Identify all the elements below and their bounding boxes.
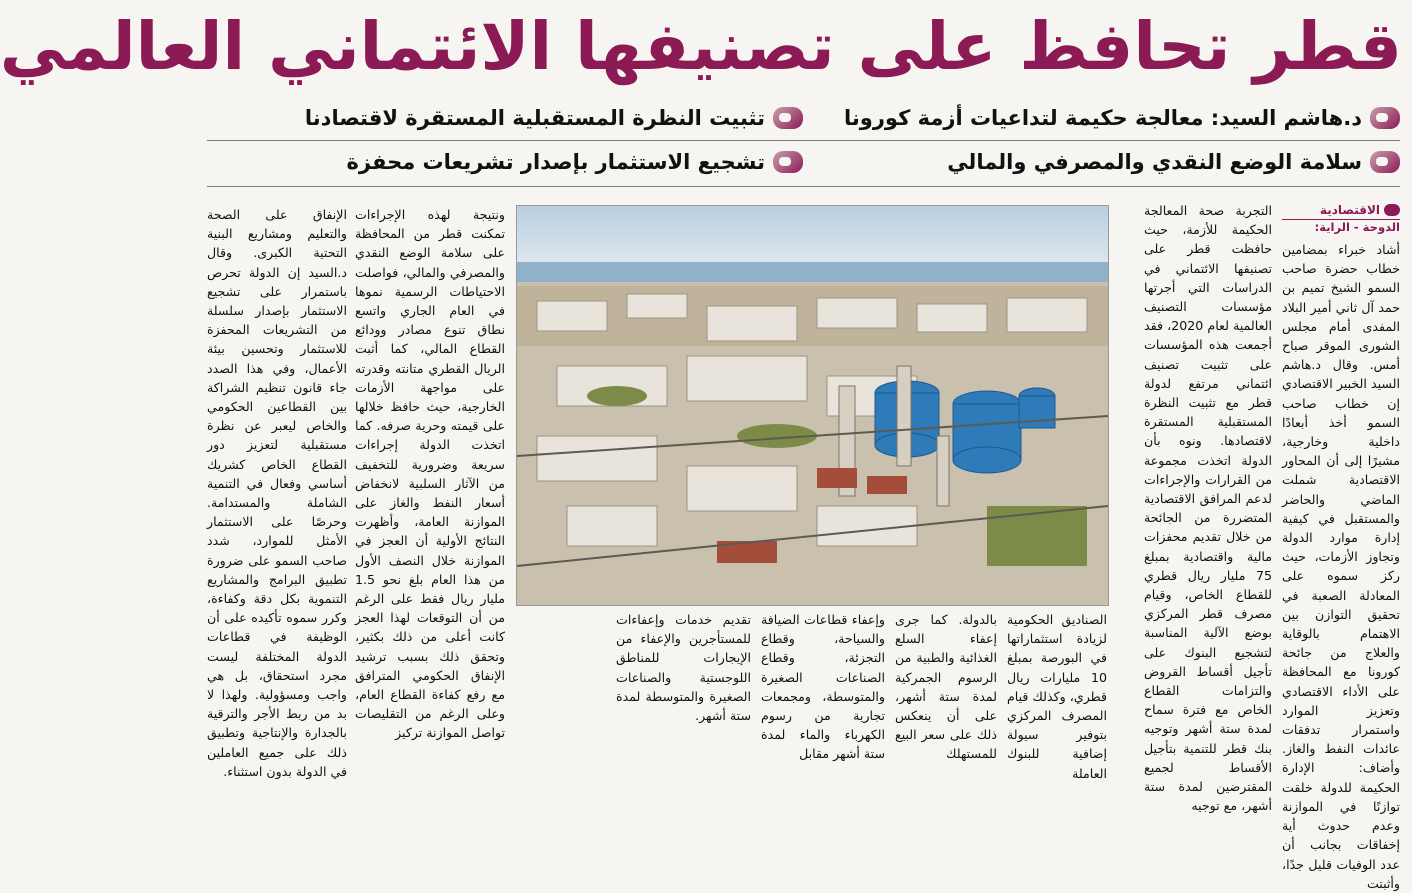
industrial-plant-photo [516,205,1109,606]
article-column-6: تقديم خدمات وإعفاءات للمستأجرين والإعفاء من الإيجارات للمناطق اللوجستية والصناعات الصغيرة والمتوسطة لمدة ستة أشهر. [616,612,751,724]
bullet-icon [1370,107,1400,129]
subhead-text: تشجيع الاستثمار بإصدار تشريعات محفزة [346,150,765,174]
article-column-4: بالدولة. كما جرى إعفاء السلع الغذائية والطبية من الرسوم الجمركية لمدة ستة أشهر، على أن ينعكس ذلك على سعر البيع للمستهلك [895,612,997,762]
bullet-icon [1370,151,1400,173]
bullet-icon [773,151,803,173]
article-column-1: أشاد خبراء بمضامين خطاب حضرة صاحب السمو الشيخ تميم بن حمد آل ثاني أمير البلاد المفدى أمام مجلس الشورى الموقر صباح أمس. وقال د.هاشم السيد الخبير الاقتصادي إن خطاب صاحب السمو أخذ أبعادًا داخلية وخارجية، مشيرًا إلى أن المحاور الاقتصادية شملت الماضي والحاضر والمستقبل في كيفية إدارة موارد الدولة وتجاوز الأزمات، حيث ركز سموه على المعادلة الصعبة في تحقيق التوازن بين الاهتمام بالوقاية والعلاج من جائحة كورونا مع المحافظة على الأداء الاقتصادي وتعزيز الموارد واستمرار تدفقات عائدات النفط والغاز. وأضاف: الإدارة الحكيمة للدولة خلقت توازنًا في الموازنة وعدم حدوث أية إخفاقات بجانب أن عدد الوفيات قليل جدًا، وأثبتت [1282,242,1400,891]
article-column-3: الصناديق الحكومية لزيادة استثماراتها في البورصة بمبلغ 10 مليارات ريال قطري، وكذلك قيام المصرف المركزي بتوفير سيولة إضافية للبنوك العاملة [1007,612,1107,781]
article-column-7: ونتيجة لهذه الإجراءات تمكنت قطر من المحافظة على سلامة الوضع النقدي والمصرفي والمالي، فواصلت الاحتياطات الرسمية نموها في العام الجاري واتسع نطاق تنوع مصادر وودائع القطاع المالي، كما أثبت الريال القطري متانته وقدرته على مواجهة الأزمات الخارجية، حيث حافظ خلالها على قيمته وحرية صرفه. كما اتخذت الدولة إجراءات سريعة وضرورية للتخفيف من الآثار السلبية لانخفاض أسعار النفط والغاز على الموازنة العامة، وأظهرت النتائج الأولية أن العجز في الموازنة خلال النصف الأول من هذا العام بلغ نحو 1.5 مليار ريال فقط على الرغم من أن التوقعات لهذا العجز كانت أعلى من ذلك بكثير، وتحقق ذلك بسبب ترشيد الإنفاق الحكومي المترافق مع رفع كفاءة القطاع العام، وعلى الرغم من التقليصات تواصل الموازنة تركيز [355,207,505,741]
subhead-text: تثبيت النظرة المستقبلية المستقرة لاقتصادنا [304,106,765,130]
subhead-divider [207,140,1400,141]
section-logo-icon [1384,204,1400,216]
photo-illustration [517,206,1108,605]
article-column-8: الإنفاق على الصحة والتعليم ومشاريع البنية التحتية الكبرى. وقال د.السيد إن الدولة تحرص باستمرار على تشجيع الاستثمار بإصدار سلسلة من التشريعات المحفزة للاستثمار وتحسين بيئة الأعمال، وفي هذا الصدد جاء قانون تنظيم الشراكة بين القطاعين الحكومي والخاص ليعبر عن نظرة مستقبلية لتعزيز دور القطاع الخاص كشريك أساسي وفعال في التنمية الشاملة والمستدامة. وحرصًا على الاستثمار الأمثل للموارد، شدد صاحب السمو على ضرورة تطبيق البرامج والمشاريع التنموية بكل دقة وكفاءة، وكرر سموه تأكيده على أن الوظيفة في قطاعات الدولة المختلفة ليست مجرد استحقاق، بل هي واجب ومسؤولية. ولهذا لا بد من ربط الأجر والترقية بالجدارة والإنتاجية وتطبيق ذلك على جميع العاملين في الدولة بدون استثناء. [207,207,347,779]
article-column-5: وإعفاء قطاعات الضيافة والسياحة، وقطاع التجزئة، وقطاع الصناعات الصغيرة والمتوسطة، ومجمعات تجارية من رسوم الكهرباء والماء لمدة ستة أشهر مقابل [761,612,885,762]
subhead-left-bottom [207,146,803,178]
headline: قطر تحافظ على تصنيفها الائتماني العالمي [0,8,1402,85]
article-column-2: التجربة صحة المعالجة الحكيمة للأزمة، حيث حافظت قطر على تصنيفها الائتماني في الدراسات التي أجرتها مؤسسات التصنيف العالمية لعام 2020، فقد أجمعت هذه المؤسسات على تثبيت تصنيف ائتماني مرتفع لدولة قطر مع تثبيت النظرة المستقبلية المستقرة لاقتصادها. ونوه بأن الدولة اتخذت مجموعة من القرارات والإجراءات لدعم المرافق الاقتصادية المتضررة من الجائحة من خلال تقديم محفزات مالية واقتصادية بمبلغ 75 مليار ريال قطري للقطاع الخاص، وقيام مصرف قطر المركزي بوضع الآلية المناسبة لتشجيع البنوك على تأجيل أقساط القروض والتزامات القطاع الخاص مع فترة سماح لمدة ستة أشهر وتوجيه بنك قطر للتنمية بتأجيل الأقساط لجميع المقترضين لمدة ستة أشهر، مع توجيه [1144,203,1272,814]
subhead-text: سلامة الوضع النقدي والمصرفي والمالي [947,150,1362,174]
bullet-icon [773,107,803,129]
subhead-left-top [207,102,803,134]
subhead-right-top [800,102,1400,134]
subhead-right-bottom [800,146,1400,178]
subhead-text: د.هاشم السيد: معالجة حكيمة لتداعيات أزمة كورونا [844,106,1362,130]
subhead-divider-bottom [207,186,1400,187]
section-tag [1282,201,1400,220]
section-label: الاقتصادية [1319,203,1380,217]
dateline: الدوحة - الراية: [1314,220,1400,234]
